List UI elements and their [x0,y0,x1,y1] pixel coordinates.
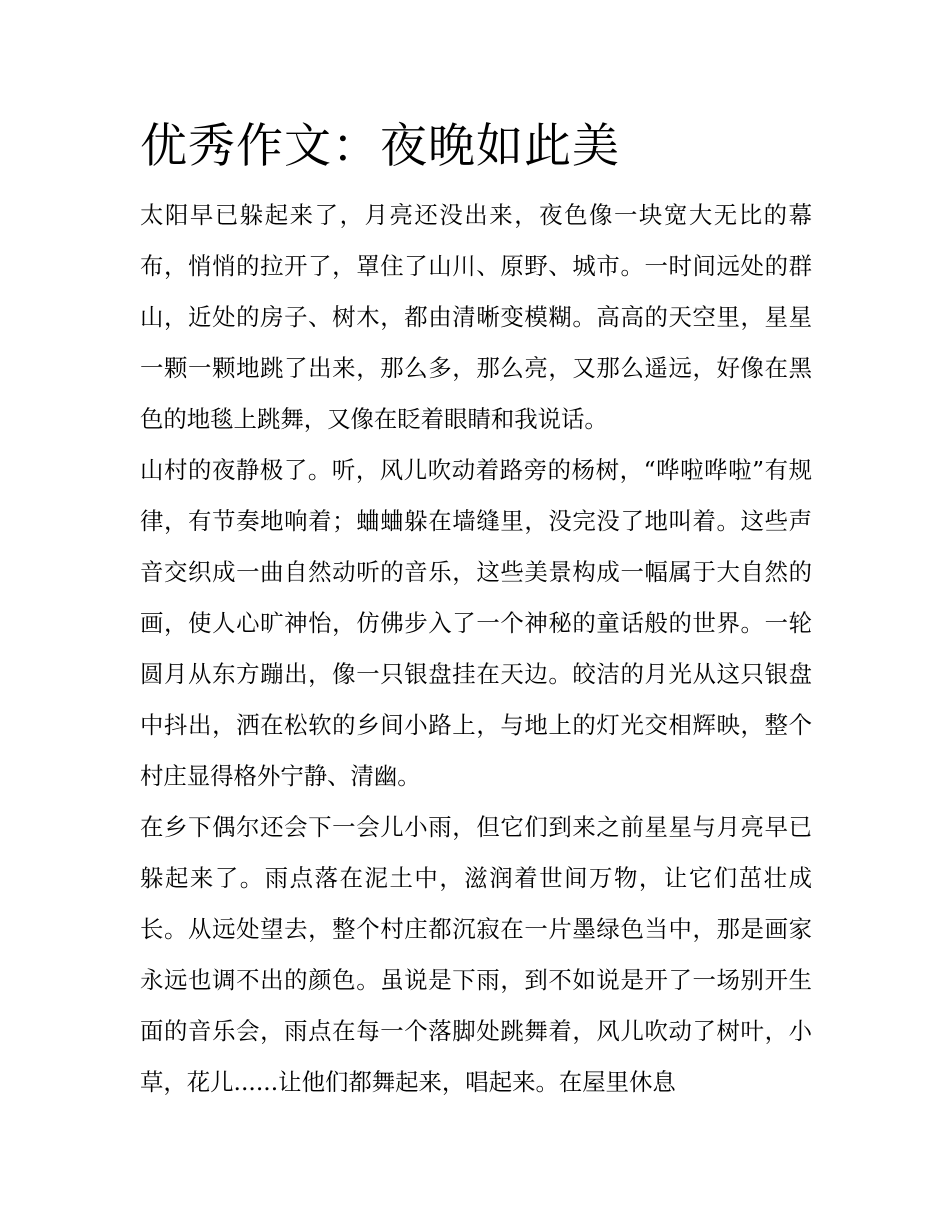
paragraph-1: 太阳早已躲起来了，月亮还没出来，夜色像一块宽大无比的幕布，悄悄的拉开了，罩住了山川、原野、城市。一时间远处的群山，近处的房子、树木，都由清晰变模糊。高高的天空里，星星一颗一颗地跳了出来，那么多，那么亮，又那么遥远，好像在黑色的地毯上跳舞，又像在眨着眼睛和我说话。 [140,201,812,433]
paragraph-2: 山村的夜静极了。听，风儿吹动着路旁的杨树，“哗啦哗啦”有规律，有节奏地响着；蛐蛐躲在墙缝里，没完没了地叫着。这些声音交织成一曲自然动听的音乐，这些美景构成一幅属于大自然的画，使人心旷神怡，仿佛步入了一个神秘的童话般的世界。一轮圆月从东方蹦出，像一只银盘挂在天边。皎洁的月光从这只银盘中抖出，洒在松软的乡间小路上，与地上的灯光交相辉映，整个村庄显得格外宁静、清幽。 [140,456,812,790]
document-body [140,112,812,1108]
document-title: 优秀作文：夜晚如此美 [140,119,620,174]
paragraph-3: 在乡下偶尔还会下一会儿小雨，但它们到来之前星星与月亮早已躲起来了。雨点落在泥土中，滋润着世间万物，让它们茁壮成长。从远处望去，整个村庄都沉寂在一片墨绿色当中，那是画家永远也调不出的颜色。虽说是下雨，到不如说是开了一场别开生面的音乐会，雨点在每一个落脚处跳舞着，风儿吹动了树叶，小草，花儿......让他们都舞起来，唱起来。在屋里休息 [140,813,812,1096]
